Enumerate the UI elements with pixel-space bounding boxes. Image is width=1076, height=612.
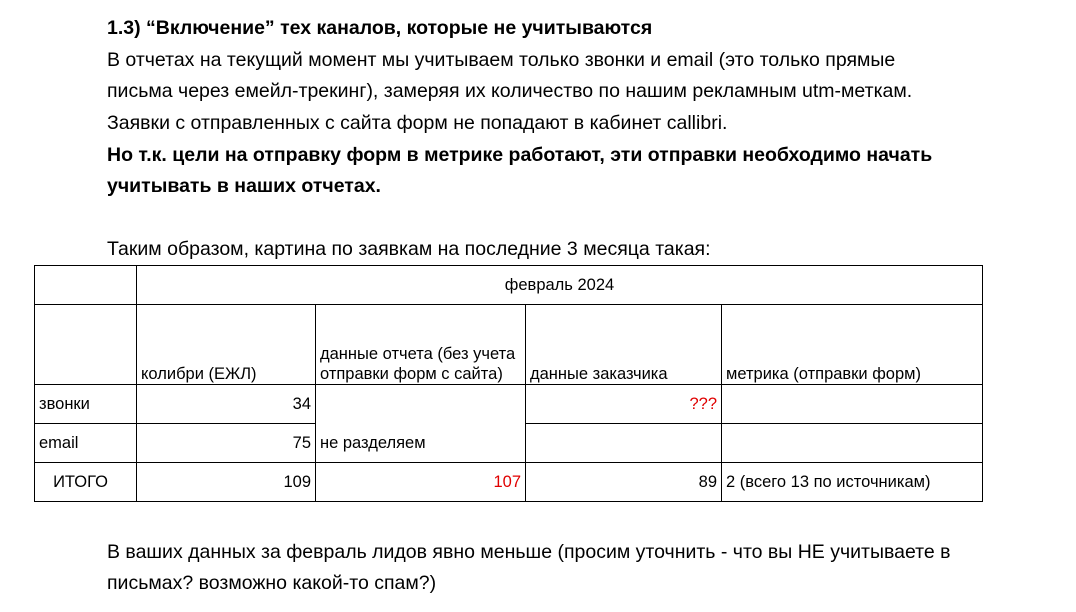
email-report-value: не разделяем	[316, 424, 526, 463]
total-report-value: 107	[316, 463, 526, 502]
table-total-row	[35, 463, 983, 502]
total-client-value: 89	[526, 463, 722, 502]
calls-report-cell	[316, 385, 526, 424]
total-metrika-value: 2 (всего 13 по источникам)	[722, 463, 983, 502]
column-header-report: данные отчета (без учета отправки форм с сайта)	[316, 305, 526, 385]
empty-corner-cell	[35, 266, 137, 305]
calls-callibri-value: 34	[137, 385, 316, 424]
column-header-client: данные заказчика	[526, 305, 722, 385]
period-header: февраль 2024	[137, 266, 983, 305]
email-metrika-cell	[722, 424, 983, 463]
calls-metrika-cell	[722, 385, 983, 424]
paragraph-line: Заявки с отправленных с сайта форм не попадают в кабинет callibri.	[107, 112, 728, 134]
row-label-total: ИТОГО	[35, 463, 137, 502]
bold-paragraph-line: Но т.к. цели на отправку форм в метрике работают, эти отправки необходимо начать	[107, 144, 933, 166]
footer-line: В ваших данных за февраль лидов явно меньше (просим уточнить - что вы НЕ учитываете в	[107, 541, 951, 563]
table-row	[35, 424, 983, 463]
row-label-email: email	[35, 424, 137, 463]
table-row	[35, 385, 983, 424]
row-label-calls: звонки	[35, 385, 137, 424]
section-heading: 1.3) “Включение” тех каналов, которые не учитываются	[107, 17, 653, 39]
email-client-cell	[526, 424, 722, 463]
column-header-callibri: колибри (ЕЖЛ)	[137, 305, 316, 385]
calls-client-value: ???	[526, 385, 722, 424]
leads-table	[34, 265, 983, 502]
paragraph-line: В отчетах на текущий момент мы учитываем только звонки и email (это только прямые	[107, 49, 896, 71]
email-callibri-value: 75	[137, 424, 316, 463]
total-callibri-value: 109	[137, 463, 316, 502]
empty-label-cell	[35, 305, 137, 385]
paragraph-line: письма через емейл-трекинг), замеряя их количество по нашим рекламным utm-меткам.	[107, 80, 913, 102]
footer-line: письмах? возможно какой-то спам?)	[107, 572, 437, 594]
table-header-row	[35, 266, 983, 305]
bold-paragraph-line: учитывать в наших отчетах.	[107, 175, 381, 197]
table-intro: Таким образом, картина по заявкам на последние 3 месяца такая:	[107, 238, 711, 260]
column-header-metrika: метрика (отправки форм)	[722, 305, 983, 385]
column-header-row	[35, 305, 983, 385]
